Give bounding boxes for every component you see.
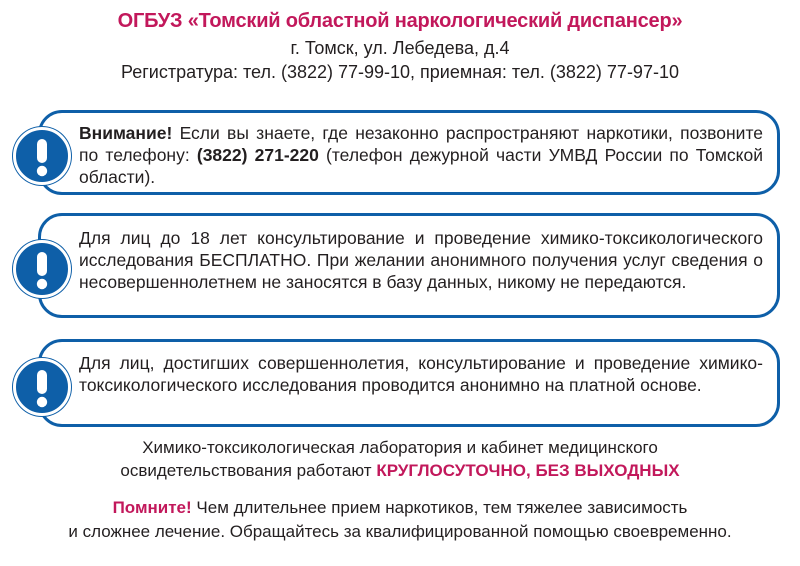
notice-text: Для лиц, достигших совершеннолетия, консультирование и проведение химико-токсикологического исследования проводится анонимно на платной основе. — [79, 353, 763, 395]
notice-text: Для лиц до 18 лет консультирование и проведение химико-токсикологического исследования БЕСПЛАТНО. При желании анонимного получения услуг сведения о несовершеннолетнем не заносятся в базу данных, никому не передаются. — [79, 228, 763, 292]
lab-info-line-2 — [0, 461, 800, 481]
reminder-line-1 — [0, 498, 800, 518]
notice-body-end: (телефон дежурной части УМВД России по Томской области). — [79, 145, 764, 187]
exclamation-icon — [13, 240, 71, 298]
lab-hours-highlight: КРУГЛОСУТОЧНО, БЕЗ ВЫХОДНЫХ — [376, 461, 680, 480]
page-title: ОГБУЗ «Томский областной наркологический диспансер» — [117, 10, 683, 32]
lab-info-text: освидетельствования работают — [120, 461, 377, 480]
registry-phones: Регистратура: тел. (3822) 77-99-10, приемная: тел. (3822) 77-97-10 — [121, 62, 679, 82]
reminder-lead: Помните! — [112, 498, 192, 517]
notice-body: Если вы знаете, где незаконно распространяют наркотики, позвоните по телефону: — [79, 123, 763, 165]
exclamation-icon — [13, 358, 71, 416]
police-phone: (3822) 271-220 — [196, 145, 319, 165]
exclamation-icon — [13, 127, 71, 185]
address-line: г. Томск, ул. Лебедева, д.4 — [290, 38, 510, 58]
lab-info-line-1: Химико-токсикологическая лаборатория и кабинет медицинского — [142, 438, 658, 457]
notice-box-adults — [38, 339, 780, 427]
notice-text — [79, 122, 763, 188]
notice-box-minors — [38, 213, 780, 318]
reminder-line-2: и сложнее лечение. Обращайтесь за квалифицированной помощью своевременно. — [68, 522, 732, 541]
notice-lead: Внимание! — [79, 123, 173, 143]
reminder-text: Чем длительнее прием наркотиков, тем тяжелее зависимость — [191, 498, 688, 517]
notice-box-police — [38, 110, 780, 195]
